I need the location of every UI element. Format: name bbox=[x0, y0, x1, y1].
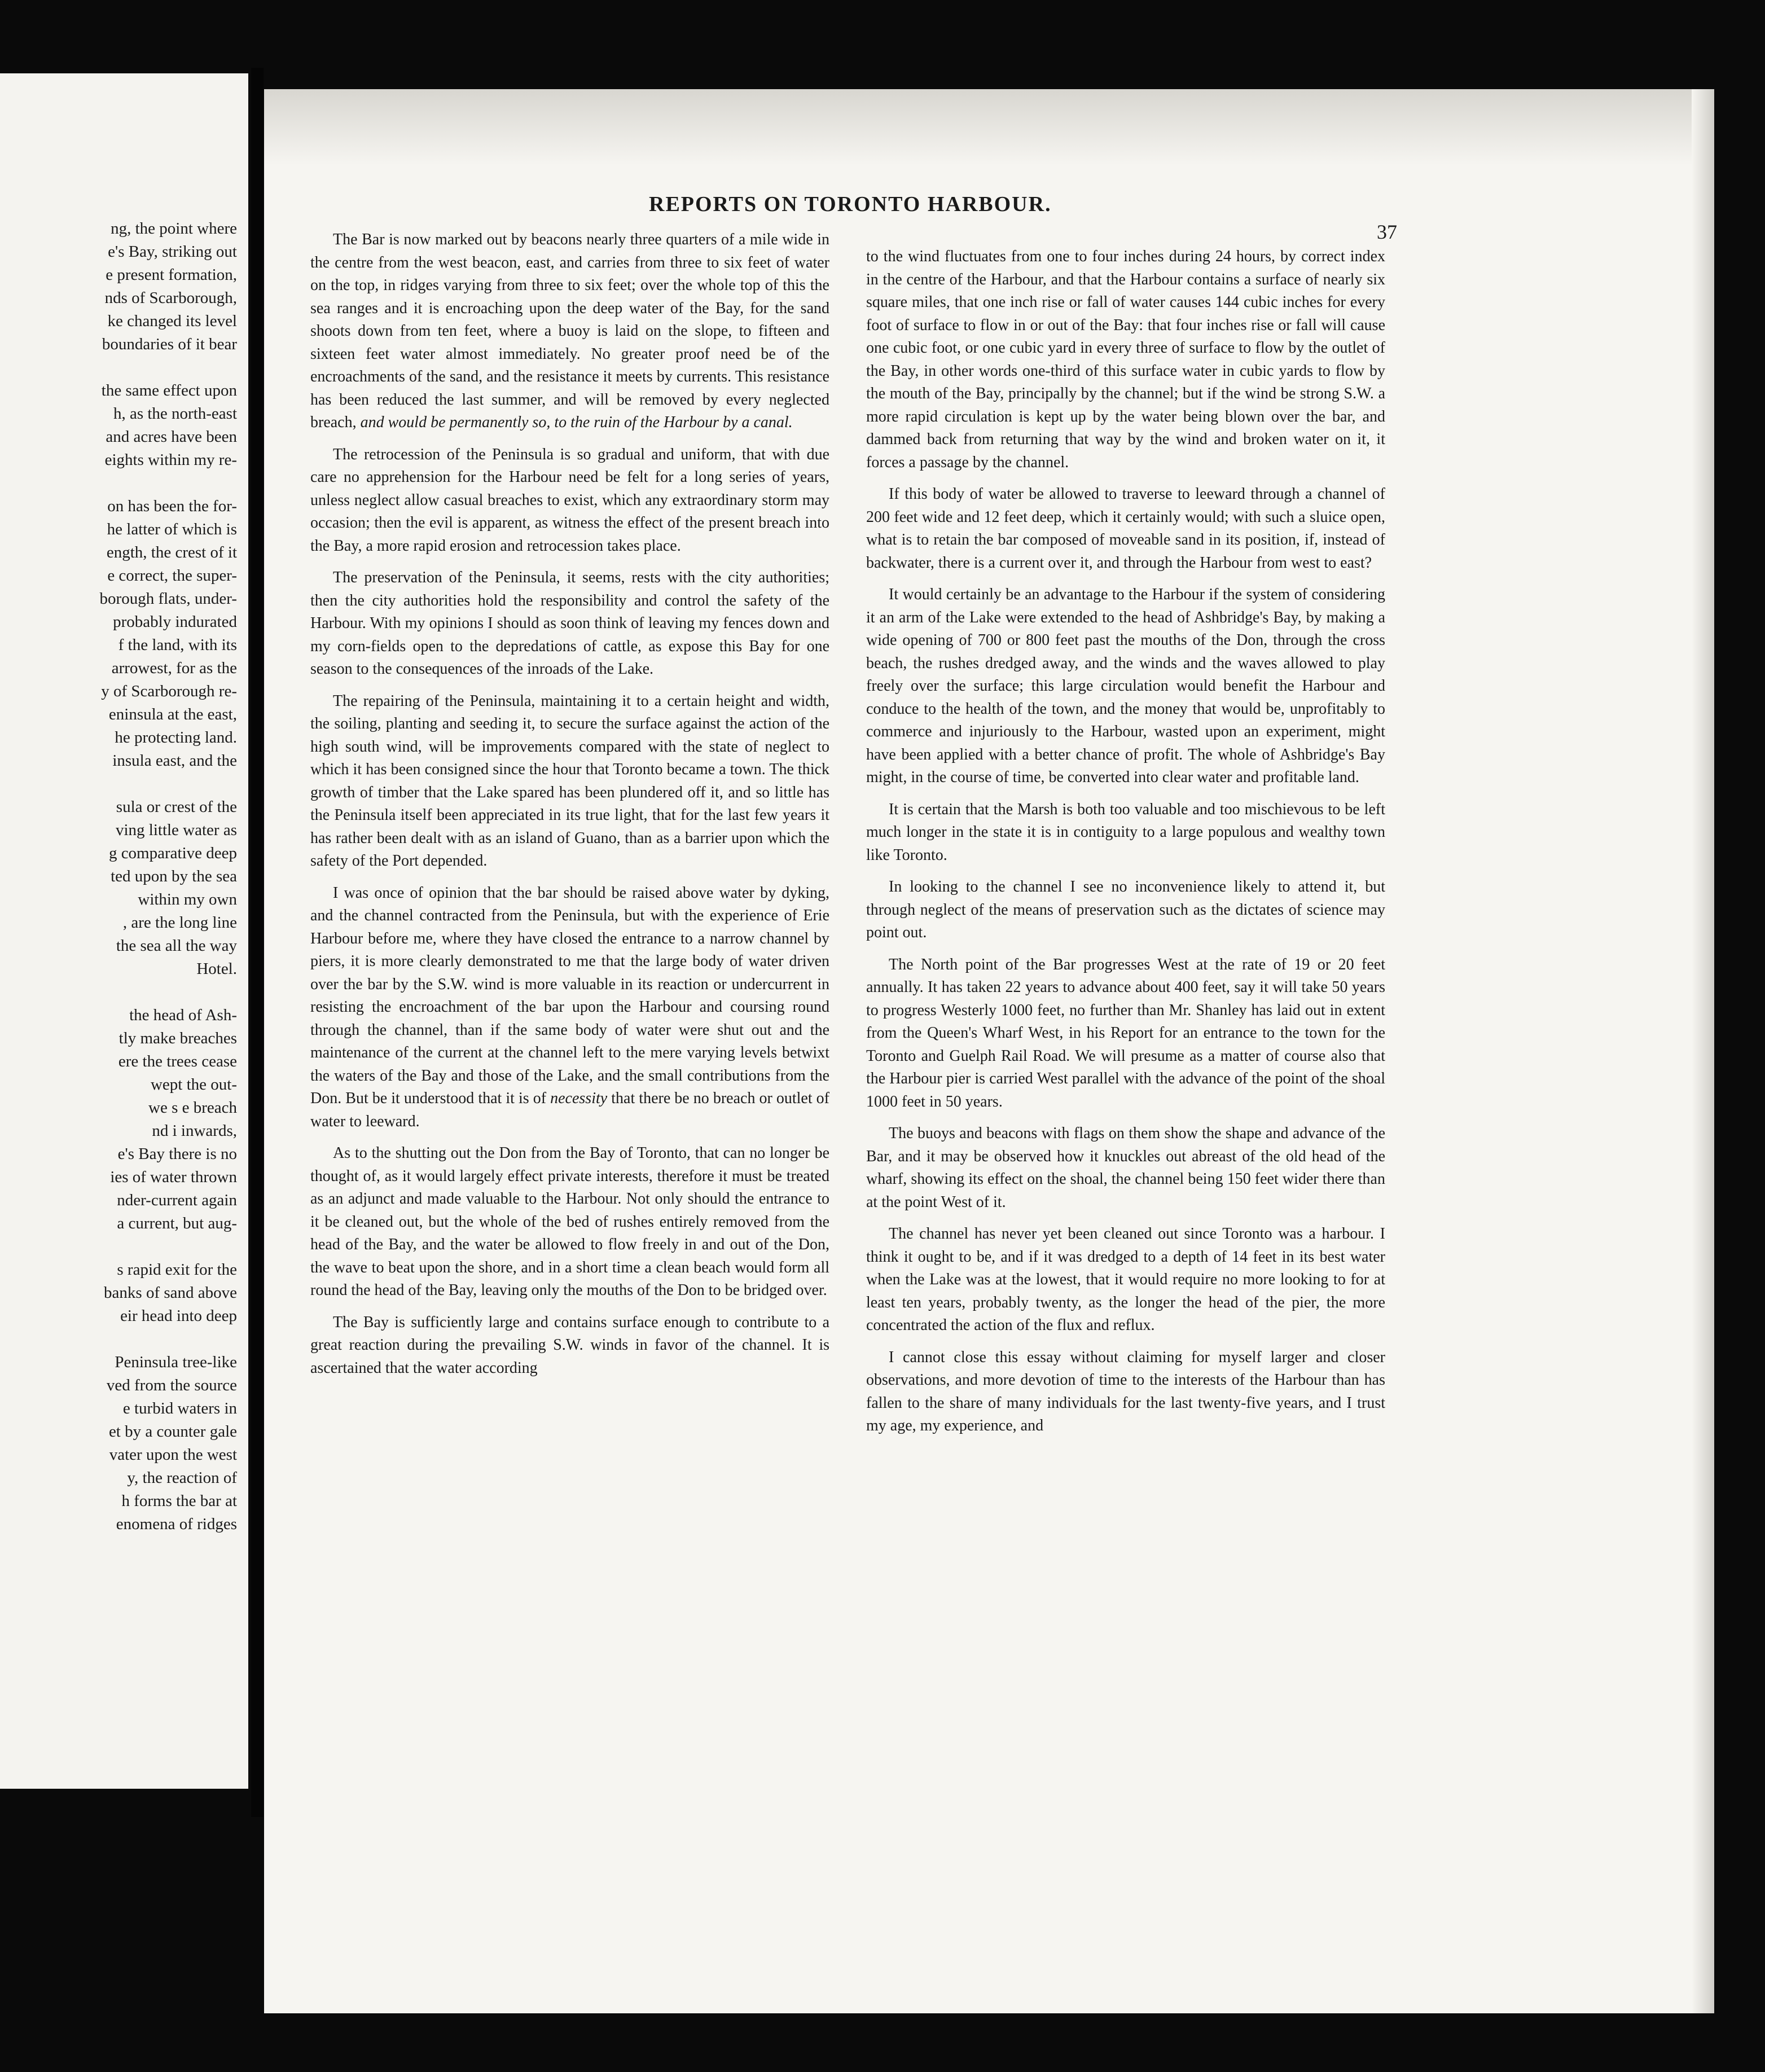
facing-page-line: y, the reaction of bbox=[127, 1469, 237, 1487]
facing-page-line: e's Bay, striking out bbox=[108, 243, 237, 261]
paragraph: The retrocession of the Peninsula is so gradual and uniform, that with due care no apprehension for the Harbour need be felt for a long series of years, unless neglect allow casual breaches to exist, which any extraordinary storm may occasion; then the evil is apparent, as witness the effect of the present breach into the Bay, a more rapid erosion and retrocession takes place. bbox=[310, 445, 829, 555]
facing-page-line: ted upon by the sea bbox=[111, 867, 237, 885]
paragraph: The preservation of the Peninsula, it seems, rests with the city authorities; then the city authorities hold the responsibility and control the safety of the Harbour. With my opinions I should as soon think of leaving my fences down and my corn-fields open to the depredations of cattle, as expose this Bay for one season to the consequences of the inroads of the Lake. bbox=[310, 569, 829, 678]
facing-page-line: eir head into deep bbox=[120, 1307, 237, 1325]
facing-page-line: s rapid exit for the bbox=[117, 1261, 237, 1279]
facing-page-line: we s e breach bbox=[148, 1099, 237, 1117]
facing-page-line: nd i inwards, bbox=[152, 1122, 237, 1140]
paragraph: The buoys and beacons with flags on them show the shape and advance of the Bar, and it may be observed how it knuckles out abreast of the old head of the wharf, showing its effect on the shoal, the channel being 150 feet wider there than at the point West of it. bbox=[866, 1125, 1385, 1211]
facing-page-line: ke changed its level bbox=[107, 312, 237, 330]
facing-page-line: h, as the north-east bbox=[113, 405, 237, 423]
facing-page-line: the head of Ash- bbox=[129, 1006, 237, 1024]
facing-page-line: ies of water thrown bbox=[110, 1168, 237, 1186]
facing-page-gap bbox=[0, 1328, 237, 1351]
facing-page-line: he latter of which is bbox=[107, 520, 237, 538]
facing-page-line: e present formation, bbox=[106, 266, 237, 284]
facing-page-line: probably indurated bbox=[113, 613, 237, 631]
facing-page-line: sula or crest of the bbox=[116, 798, 237, 816]
facing-page-line: f the land, with its bbox=[118, 636, 237, 654]
facing-page-line: nder-current again bbox=[117, 1191, 237, 1209]
paragraph: I cannot close this essay without claiming for myself larger and closer observations, and more devotion of time to the interests of the Harbour than has fallen to the share of many individuals for the last twenty-five years, and I trust my age, my experience, and bbox=[866, 1348, 1385, 1434]
facing-page-text bbox=[0, 217, 237, 1536]
facing-page-line: y of Scarborough re- bbox=[101, 682, 237, 700]
facing-page-line: ength, the crest of it bbox=[106, 543, 237, 561]
paragraph: I was once of opinion that the bar should be raised above water by dyking, and the channel contracted from the Peninsula, but with the experience of Erie Harbour before me, where they have closed the entrance to a narrow channel by piers, it is more clearly demonstrated to me that the large body of water driven over the bar by the S.W. wind is more valuable in its reaction or undercurrent in resisting the encroachment of the bar upon the Harbour and coursing round through the channel, than if the same body of water were shut out and the maintenance of the current at the channel left to the mere varying levels betwixt the waters of the Bay and those of the Lake, and the small contributions from the Don. But be it understood that it is of necessity that there be no breach or outlet of water to leeward. bbox=[310, 884, 830, 1130]
paragraph: If this body of water be allowed to traverse to leeward through a channel of 200 feet wide and 12 feet deep, which it certainly would; with such a sluice open, what is to retain the bar composed of moveable sand in its position, if, instead of backwater, there is a current over it, and through the Harbour from west to east? bbox=[866, 485, 1385, 572]
facing-page-line: within my own bbox=[138, 890, 237, 908]
paragraph: In looking to the channel I see no inconvenience likely to attend it, but through neglect of the means of preservation such as the dictates of science may point out. bbox=[866, 878, 1385, 941]
facing-page-line: and acres have been bbox=[106, 428, 237, 446]
right-edge-shadow bbox=[1692, 89, 1714, 2013]
facing-page-line: e turbid waters in bbox=[122, 1399, 237, 1417]
facing-page-line: vater upon the west bbox=[109, 1446, 237, 1464]
facing-page-line: ved from the source bbox=[106, 1376, 237, 1394]
facing-page-line: et by a counter gale bbox=[108, 1423, 237, 1441]
facing-page-gap bbox=[0, 981, 237, 1004]
paragraph: It is certain that the Marsh is both too valuable and too mischievous to be left much longer in the state it is in contiguity to a large populous and wealthy town like Toronto. bbox=[866, 800, 1385, 864]
paragraph: The North point of the Bar progresses West at the rate of 19 or 20 feet annually. It has taken 22 years to advance about 400 feet, say it will take 50 years to progress Westerly 1000 feet, no further than Mr. Shanley has laid out in extent from the Queen's Wharf West, in his Report for an entrance to the town for the Toronto and Guelph Rail Road. We will presume as a matter of course also that the Harbour pier is carried West parallel with the advance of the point of the shoal 1000 feet in 50 years. bbox=[866, 955, 1385, 1110]
torn-top-edge bbox=[264, 89, 1714, 174]
left-text-column bbox=[310, 229, 829, 1389]
facing-page-line: g comparative deep bbox=[108, 844, 237, 862]
italic-word: necessity bbox=[550, 1090, 608, 1107]
facing-page-fragment bbox=[0, 73, 248, 1789]
facing-page-line: he protecting land. bbox=[115, 728, 237, 747]
facing-page-line: , are the long line bbox=[122, 914, 237, 932]
facing-page-line: e's Bay there is no bbox=[117, 1145, 237, 1163]
running-head: REPORTS ON TORONTO HARBOUR. bbox=[649, 192, 1052, 216]
facing-page-line: Hotel. bbox=[196, 960, 237, 978]
book-spine-shadow bbox=[251, 68, 264, 1817]
facing-page-line: h forms the bar at bbox=[121, 1492, 237, 1510]
paragraph: The repairing of the Peninsula, maintaining it to a certain height and width, the soiling, planting and seeding it, to secure the surface against the action of the high south wind, will be improvements compared with the state of neglect to which it has been consigned since the hour that Toronto became a town. The thick growth of timber that the Lake spared has been plundered off it, and so little has the Peninsula itself been appreciated in its true light, that for the last few years it has rather been dealt with as an island of Guano, than as a barrier upon which the safety of the Port depended. bbox=[310, 692, 829, 870]
facing-page-line: banks of sand above bbox=[104, 1284, 237, 1302]
facing-page-line: ere the trees cease bbox=[118, 1052, 237, 1070]
facing-page-line: ng, the point where bbox=[111, 220, 237, 238]
paragraph: As to the shutting out the Don from the Bay of Toronto, that can no longer be thought of, as it would largely effect private interests, therefore it must be treated as an adjunct and made valuable to the Harbour. Not only should the entrance to it be cleaned out, but the whole of the bed of rushes entirely removed from the head of the Bay, and the water be allowed to flow freely in and out of the Don, the wave to beat upon the shore, and in a short time a clean beach would form all round the head of the Bay, leaving only the mouths of the Don to be bridged over. bbox=[310, 1144, 829, 1299]
facing-page-line: borough flats, under- bbox=[99, 590, 237, 608]
paragraph: It would certainly be an advantage to the Harbour if the system of considering it an arm of the Lake were extended to the head of Ashbridge's Bay, by making a wide opening of 700 or 800 feet past the mouths of the Don, through the cross beach, the rushes dredged away, and the winds and the waves allowed to play freely over the surface; this large circulation would benefit the Harbour and conduce to the health of the town, and the money that would be, unprofitably to commerce and injuriously to the Harbour, wasted upon an experiment, might have been applied with a better chance of profit. The whole of Ashbridge's Bay might, in the course of time, be converted into clear water and profitable land. bbox=[866, 586, 1385, 786]
facing-page-line: Peninsula tree-like bbox=[115, 1353, 237, 1371]
italic-phrase: and would be permanently so, to the ruin of the Harbour by a canal. bbox=[360, 414, 793, 431]
facing-page-line: on has been the for- bbox=[107, 497, 237, 515]
right-text-column bbox=[866, 245, 1385, 1447]
facing-page-line: eights within my re- bbox=[104, 451, 237, 469]
paragraph: to the wind fluctuates from one to four inches during 24 hours, by correct index in the centre of the Harbour, and that the Harbour contains a surface of nearly six square miles, that one inch rise or fall of water causes 144 cubic inches for every foot of surface to flow in or out of the Bay: that four inches rise or fall will cause one cubic foot, or one cubic yard in every three of surface to flow by the outlet of the Bay, in other words one-third of this surface water in cubic yards to flow by the mouth of the Bay, principally by the channel; but if the wind be strong S.W. a more rapid circulation is kept up by the water being blown over the bar, and dammed back from returning that way by the wind and broken water on it, it forces a passage by the channel. bbox=[866, 248, 1385, 471]
facing-page-line: arrowest, for as the bbox=[111, 659, 237, 677]
facing-page-gap bbox=[0, 1235, 237, 1258]
facing-page-line: eninsula at the east, bbox=[108, 705, 237, 723]
facing-page-gap bbox=[0, 772, 237, 796]
facing-page-line: boundaries of it bear bbox=[102, 335, 237, 353]
facing-page-gap bbox=[0, 356, 237, 379]
facing-page-line: wept the out- bbox=[150, 1075, 237, 1094]
paragraph: The Bay is sufficiently large and contains surface enough to contribute to a great reaction during the prevailing S.W. winds in favor of the channel. It is ascertained that the water according bbox=[310, 1313, 829, 1377]
page-number: 37 bbox=[1377, 221, 1397, 243]
facing-page-line: a current, but aug- bbox=[117, 1214, 237, 1232]
facing-page-line: ving little water as bbox=[115, 821, 237, 839]
facing-page-line: the same effect upon bbox=[101, 381, 237, 400]
facing-page-line: insula east, and the bbox=[112, 752, 237, 770]
facing-page-line: e correct, the super- bbox=[107, 567, 237, 585]
facing-page-line: the sea all the way bbox=[116, 937, 237, 955]
paragraph: The channel has never yet been cleaned out since Toronto was a harbour. I think it ought to be, and if it was dredged to a depth of 14 feet in its best water when the Lake was at the lowest, that it would require no more looking to for at least ten years, probably twenty, as the longer the head of the pier, the more concentrated the action of the flux and reflux. bbox=[866, 1225, 1385, 1334]
facing-page-line: enomena of ridges bbox=[116, 1515, 237, 1533]
paragraph: The Bar is now marked out by beacons nearly three quarters of a mile wide in the centre from the west beacon, east, and carries from three to six feet of water on the top, in ridges varying from three to six feet; over the whole top of this the sea ranges and it is encroaching upon the deep water of the Bay, for the sand shoots down from ten feet, where a buoy is laid on the slope, to fifteen and sixteen feet water almost immediately. No greater proof need be of the encroachments of the sand, and the resistance it meets by currents. This resistance has been reduced the last summer, and will be removed by every neglected breach, and would be permanently so, to the ruin of the Harbour by a canal. bbox=[310, 231, 829, 431]
facing-page-gap bbox=[0, 472, 237, 495]
facing-page-line: nds of Scarborough, bbox=[104, 289, 237, 307]
facing-page-line: tly make breaches bbox=[118, 1029, 237, 1047]
